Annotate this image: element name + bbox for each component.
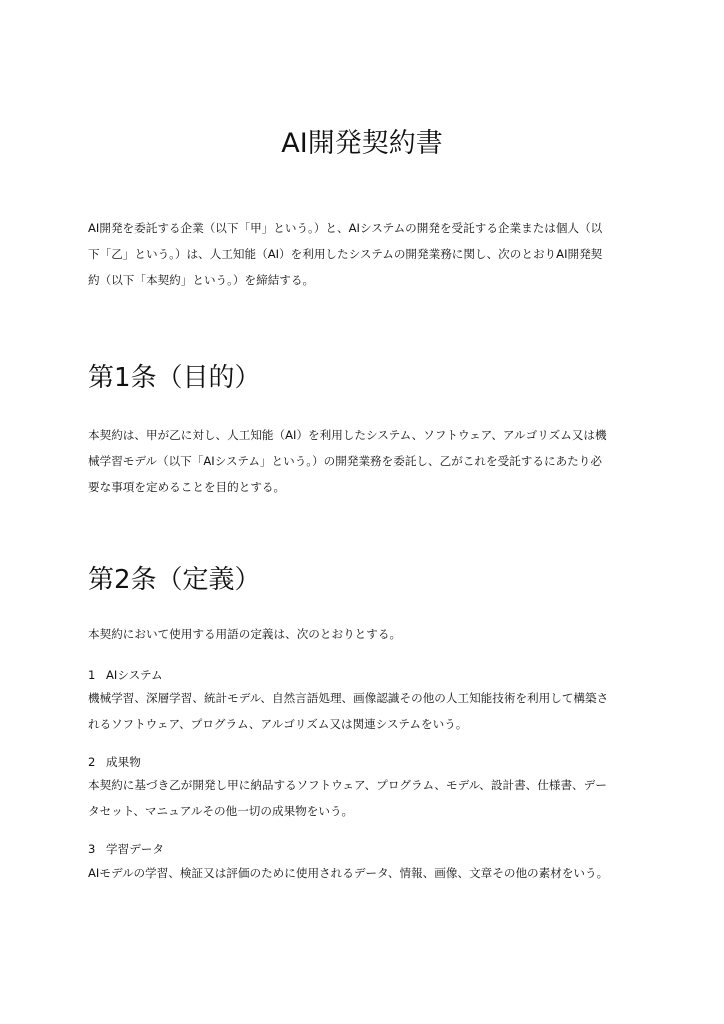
definition-term: 学習データ: [106, 842, 164, 856]
preamble-line: 下「乙」という。）は、人工知能（AI）を利用したシステムの開発業務に関し、次のとおりAI開発契: [88, 247, 603, 261]
article-2-heading: 第2条（定義）: [88, 565, 261, 595]
definition-number: 2: [88, 755, 96, 769]
article-2-intro-line: 本契約において使用する用語の定義は、次のとおりとする。: [88, 627, 402, 641]
preamble-line: 約（以下「本契約」という。）を締結する。: [88, 273, 315, 287]
preamble-line: AI開発を委託する企業（以下「甲」という。）と、AIシステムの開発を受託する企業または個人（以: [88, 221, 603, 235]
definition-number: 1: [88, 668, 96, 682]
article-1-line: 本契約は、甲が乙に対し、人工知能（AI）を利用したシステム、ソフトウェア、アルゴリズム又は機: [88, 428, 607, 442]
definition-line: 本契約に基づき乙が開発し甲に納品するソフトウェア、プログラム、モデル、設計書、仕様書、デー: [88, 778, 607, 792]
definition-3-label: [88, 839, 164, 859]
definition-1-body: [88, 685, 648, 737]
definition-line: タセット、マニュアルその他一切の成果物をいう。: [88, 804, 354, 818]
definition-2-body: [88, 772, 648, 824]
definition-line: AIモデルの学習、検証又は評価のために使用されるデータ、情報、画像、文章その他の素材をいう。: [88, 866, 609, 880]
article-1-line: 要な事項を定めることを目的とする。: [88, 480, 286, 494]
definition-2-label: [88, 752, 141, 772]
preamble-paragraph: [88, 215, 648, 293]
definition-number: 3: [88, 842, 96, 856]
article-1-heading: 第1条（目的）: [88, 363, 261, 393]
document-title: AI開発契約書: [281, 128, 443, 159]
definition-line: れるソフトウェア、プログラム、アルゴリズム又は関連システムをいう。: [88, 717, 468, 731]
article-1-line: 械学習モデル（以下「AIシステム」という。）の開発業務を委託し、乙がこれを受託するにあたり必: [88, 454, 602, 468]
article-1-body: [88, 422, 648, 500]
definition-term: AIシステム: [106, 668, 163, 682]
definition-1-label: [88, 665, 163, 685]
definition-term: 成果物: [106, 755, 141, 769]
definition-3-body: [88, 860, 648, 886]
article-2-intro: [88, 621, 648, 647]
definition-line: 機械学習、深層学習、統計モデル、自然言語処理、画像認識その他の人工知能技術を利用して構築さ: [88, 691, 609, 705]
